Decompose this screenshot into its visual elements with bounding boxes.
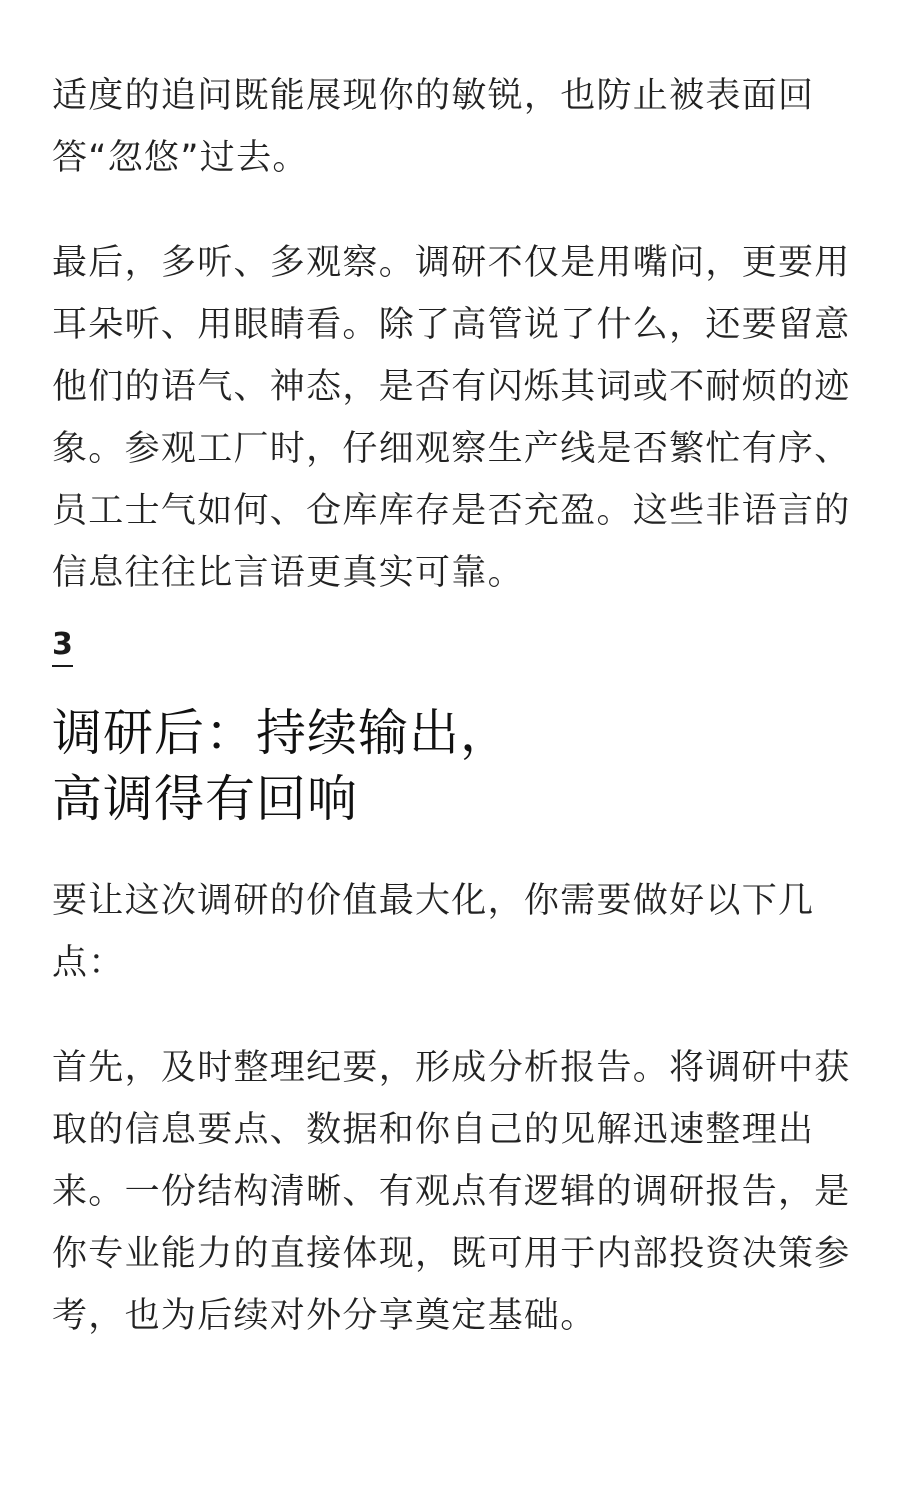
section-title xyxy=(52,700,852,832)
paragraph-follow-up-questions: 适度的追问既能展现你的敏锐，也防止被表面回答“忽悠”过去。 xyxy=(52,76,815,178)
article-body xyxy=(52,65,852,1347)
section-number: 3 xyxy=(52,628,73,667)
section-title-line-1: 调研后：持续输出， xyxy=(52,704,511,762)
section-title-line-2: 高调得有回响 xyxy=(52,770,358,828)
section-number-container xyxy=(52,628,852,668)
paragraph-maximize-value: 要让这次调研的价值最大化，你需要做好以下几点： xyxy=(52,881,815,983)
paragraph-listen-and-observe: 最后，多听、多观察。调研不仅是用嘴问，更要用耳朵听、用眼睛看。除了高管说了什么，还要留意他们的语气、神态，是否有闪烁其词或不耐烦的迹象。参观工厂时，仔细观察生产线是否繁忙有序、员工士气如何、仓库库存是否充盈。这些非语言的信息往往比言语更真实可靠。 xyxy=(52,243,851,593)
paragraph-write-report: 首先，及时整理纪要，形成分析报告。将调研中获取的信息要点、数据和你自己的见解迅速整理出来。一份结构清晰、有观点有逻辑的调研报告，是你专业能力的直接体现，既可用于内部投资决策参考，也为后续对外分享奠定基础。 xyxy=(52,1048,851,1336)
